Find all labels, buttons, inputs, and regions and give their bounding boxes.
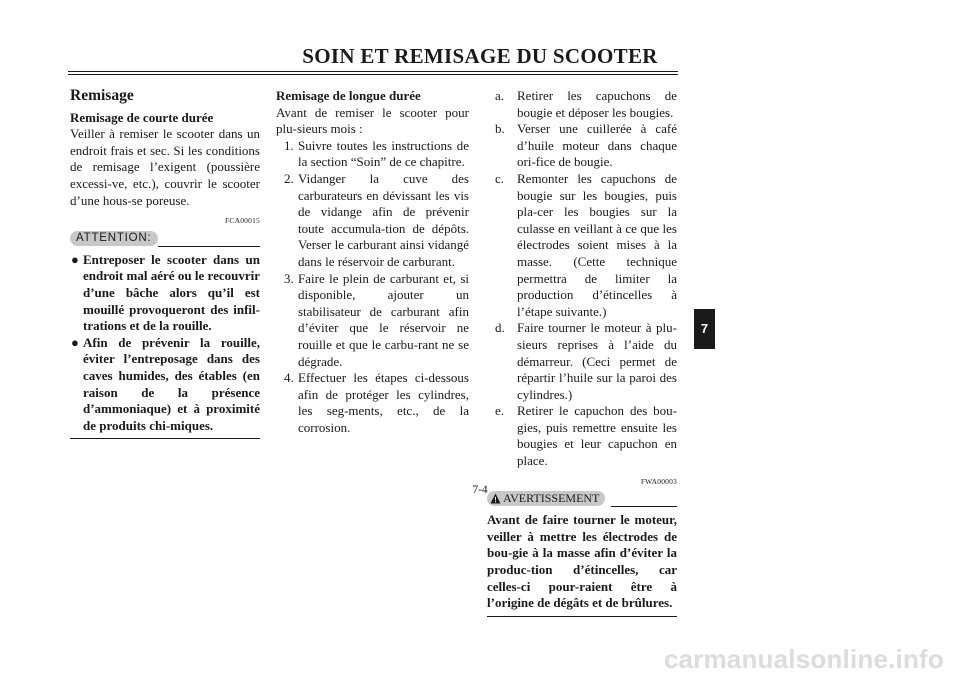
attention-bullet-text: Entreposer le scooter dans un endroit mal aéré ou le recouvrir d’une bâche alors qu’il est mouillé provoqueront des infil-trations et de la rouille. xyxy=(83,251,260,334)
step-number: 4. xyxy=(284,370,294,386)
warning-end-rule xyxy=(487,616,677,617)
bullet-dot-icon: ● xyxy=(71,334,79,350)
page-title: SOIN ET REMISAGE DU SCOOTER xyxy=(302,44,658,68)
step-item xyxy=(276,370,469,436)
step-number: 3. xyxy=(284,270,294,286)
substep-item xyxy=(487,320,677,403)
substep-letter: c. xyxy=(495,170,505,186)
column-short-term-storage xyxy=(70,88,260,439)
substep-text: Remonter les capuchons de bougie sur les bougies, puis pla-cer les bougies sur la culasse en veillant à ce que les électrodes soient mises à la masse. (Cette technique permettra de limiter la production d’étincelles à l’étape suivante.) xyxy=(517,170,677,319)
long-term-intro: Avant de remiser le scooter pour plu-sieurs mois : xyxy=(276,104,469,137)
warning-rule xyxy=(611,506,677,507)
substep-letter: a. xyxy=(495,88,505,103)
substep-text: Faire tourner le moteur à plu-sieurs reprises à l’aide du démarreur. (Ceci permet de répartir l’huile sur la paroi des cylindres.) xyxy=(517,320,677,402)
substep-letter: e. xyxy=(495,403,505,419)
attention-bullet xyxy=(70,335,260,435)
attention-bullet-text: Afin de prévenir la rouille, éviter l’entreposage dans des caves humides, des étables (en raison de la présence d’ammoniaque) et à proximité de produits chi-miques. xyxy=(83,334,260,433)
step-number: 1. xyxy=(284,137,294,153)
attention-bullet xyxy=(70,252,260,335)
substep-text: Retirer les capuchons de bougie et déposer les bougies. xyxy=(517,88,677,120)
attention-label: ATTENTION: xyxy=(70,231,158,246)
substep-letter: d. xyxy=(495,320,505,336)
substep-text: Retirer le capuchon des bou-gies, puis remettre ensuite les bougies et leur capuchon en place. xyxy=(517,403,677,469)
step-number: 2. xyxy=(284,170,294,186)
page-number: 7-4 xyxy=(472,484,488,496)
attention-end-rule xyxy=(70,438,260,439)
substep-item xyxy=(487,121,677,171)
column-substeps-warning xyxy=(487,88,677,617)
header-rule xyxy=(68,71,678,72)
notice-code: FCA00015 xyxy=(225,216,260,226)
watermark: carmanualsonline.info xyxy=(663,644,944,674)
step-item xyxy=(276,171,469,271)
warning-text: Avant de faire tourner le moteur, veiller à mettre les électrodes de bou-gie à la masse afin d’éviter la produc-tion d’étincelles, car celles-ci pour-raient être à l’origine de dégâts et de brûlures. xyxy=(487,512,677,611)
short-term-paragraph: Veiller à remiser le scooter dans un endroit frais et sec. Si les conditions de remisage l’exigent (poussière excessi-ve, etc.), couvrir le scooter d’une hous-se poreuse. xyxy=(70,126,260,208)
column-long-term-storage xyxy=(276,88,469,436)
step-item xyxy=(276,271,469,371)
step-text: Vidanger la cuve des carburateurs en dévissant les vis de vidange afin de prévenir toute accumula-tion de dépôts. Verser le carburant ainsi vidangé dans le réservoir de carburant. xyxy=(298,170,469,269)
step-text: Suivre toutes les instructions de la section “Soin” de ce chapitre. xyxy=(298,137,469,170)
chapter-tab: 7 xyxy=(694,309,715,349)
header-rule-secondary xyxy=(68,74,678,75)
bullet-dot-icon: ● xyxy=(71,251,79,267)
section-heading: Remisage xyxy=(70,87,134,104)
subheading-long-term: Remisage de longue durée xyxy=(276,88,421,103)
step-text: Effectuer les étapes ci-dessous afin de protéger les cylindres, les seg-ments, etc., de la corrosion. xyxy=(298,370,469,435)
step-text: Faire le plein de carburant et, si disponible, ajouter un stabilisateur de carburant afin d’éviter que le réservoir ne rouille et que le carbu-rant ne se dégrade. xyxy=(298,270,469,369)
attention-rule xyxy=(158,246,260,247)
substep-item xyxy=(487,171,677,320)
substep-letter: b. xyxy=(495,121,505,137)
step-item xyxy=(276,138,469,171)
attention-label-bar xyxy=(70,231,260,248)
substep-item xyxy=(487,403,677,469)
warning-code: FWA00003 xyxy=(640,476,677,486)
warning-label: AVERTISSEMENT xyxy=(503,491,600,506)
substep-item xyxy=(487,88,677,121)
subheading-short-term: Remisage de courte durée xyxy=(70,109,214,125)
substep-text: Verser une cuillerée à café d’huile moteur dans chaque ori-fice de bougie. xyxy=(517,121,677,170)
